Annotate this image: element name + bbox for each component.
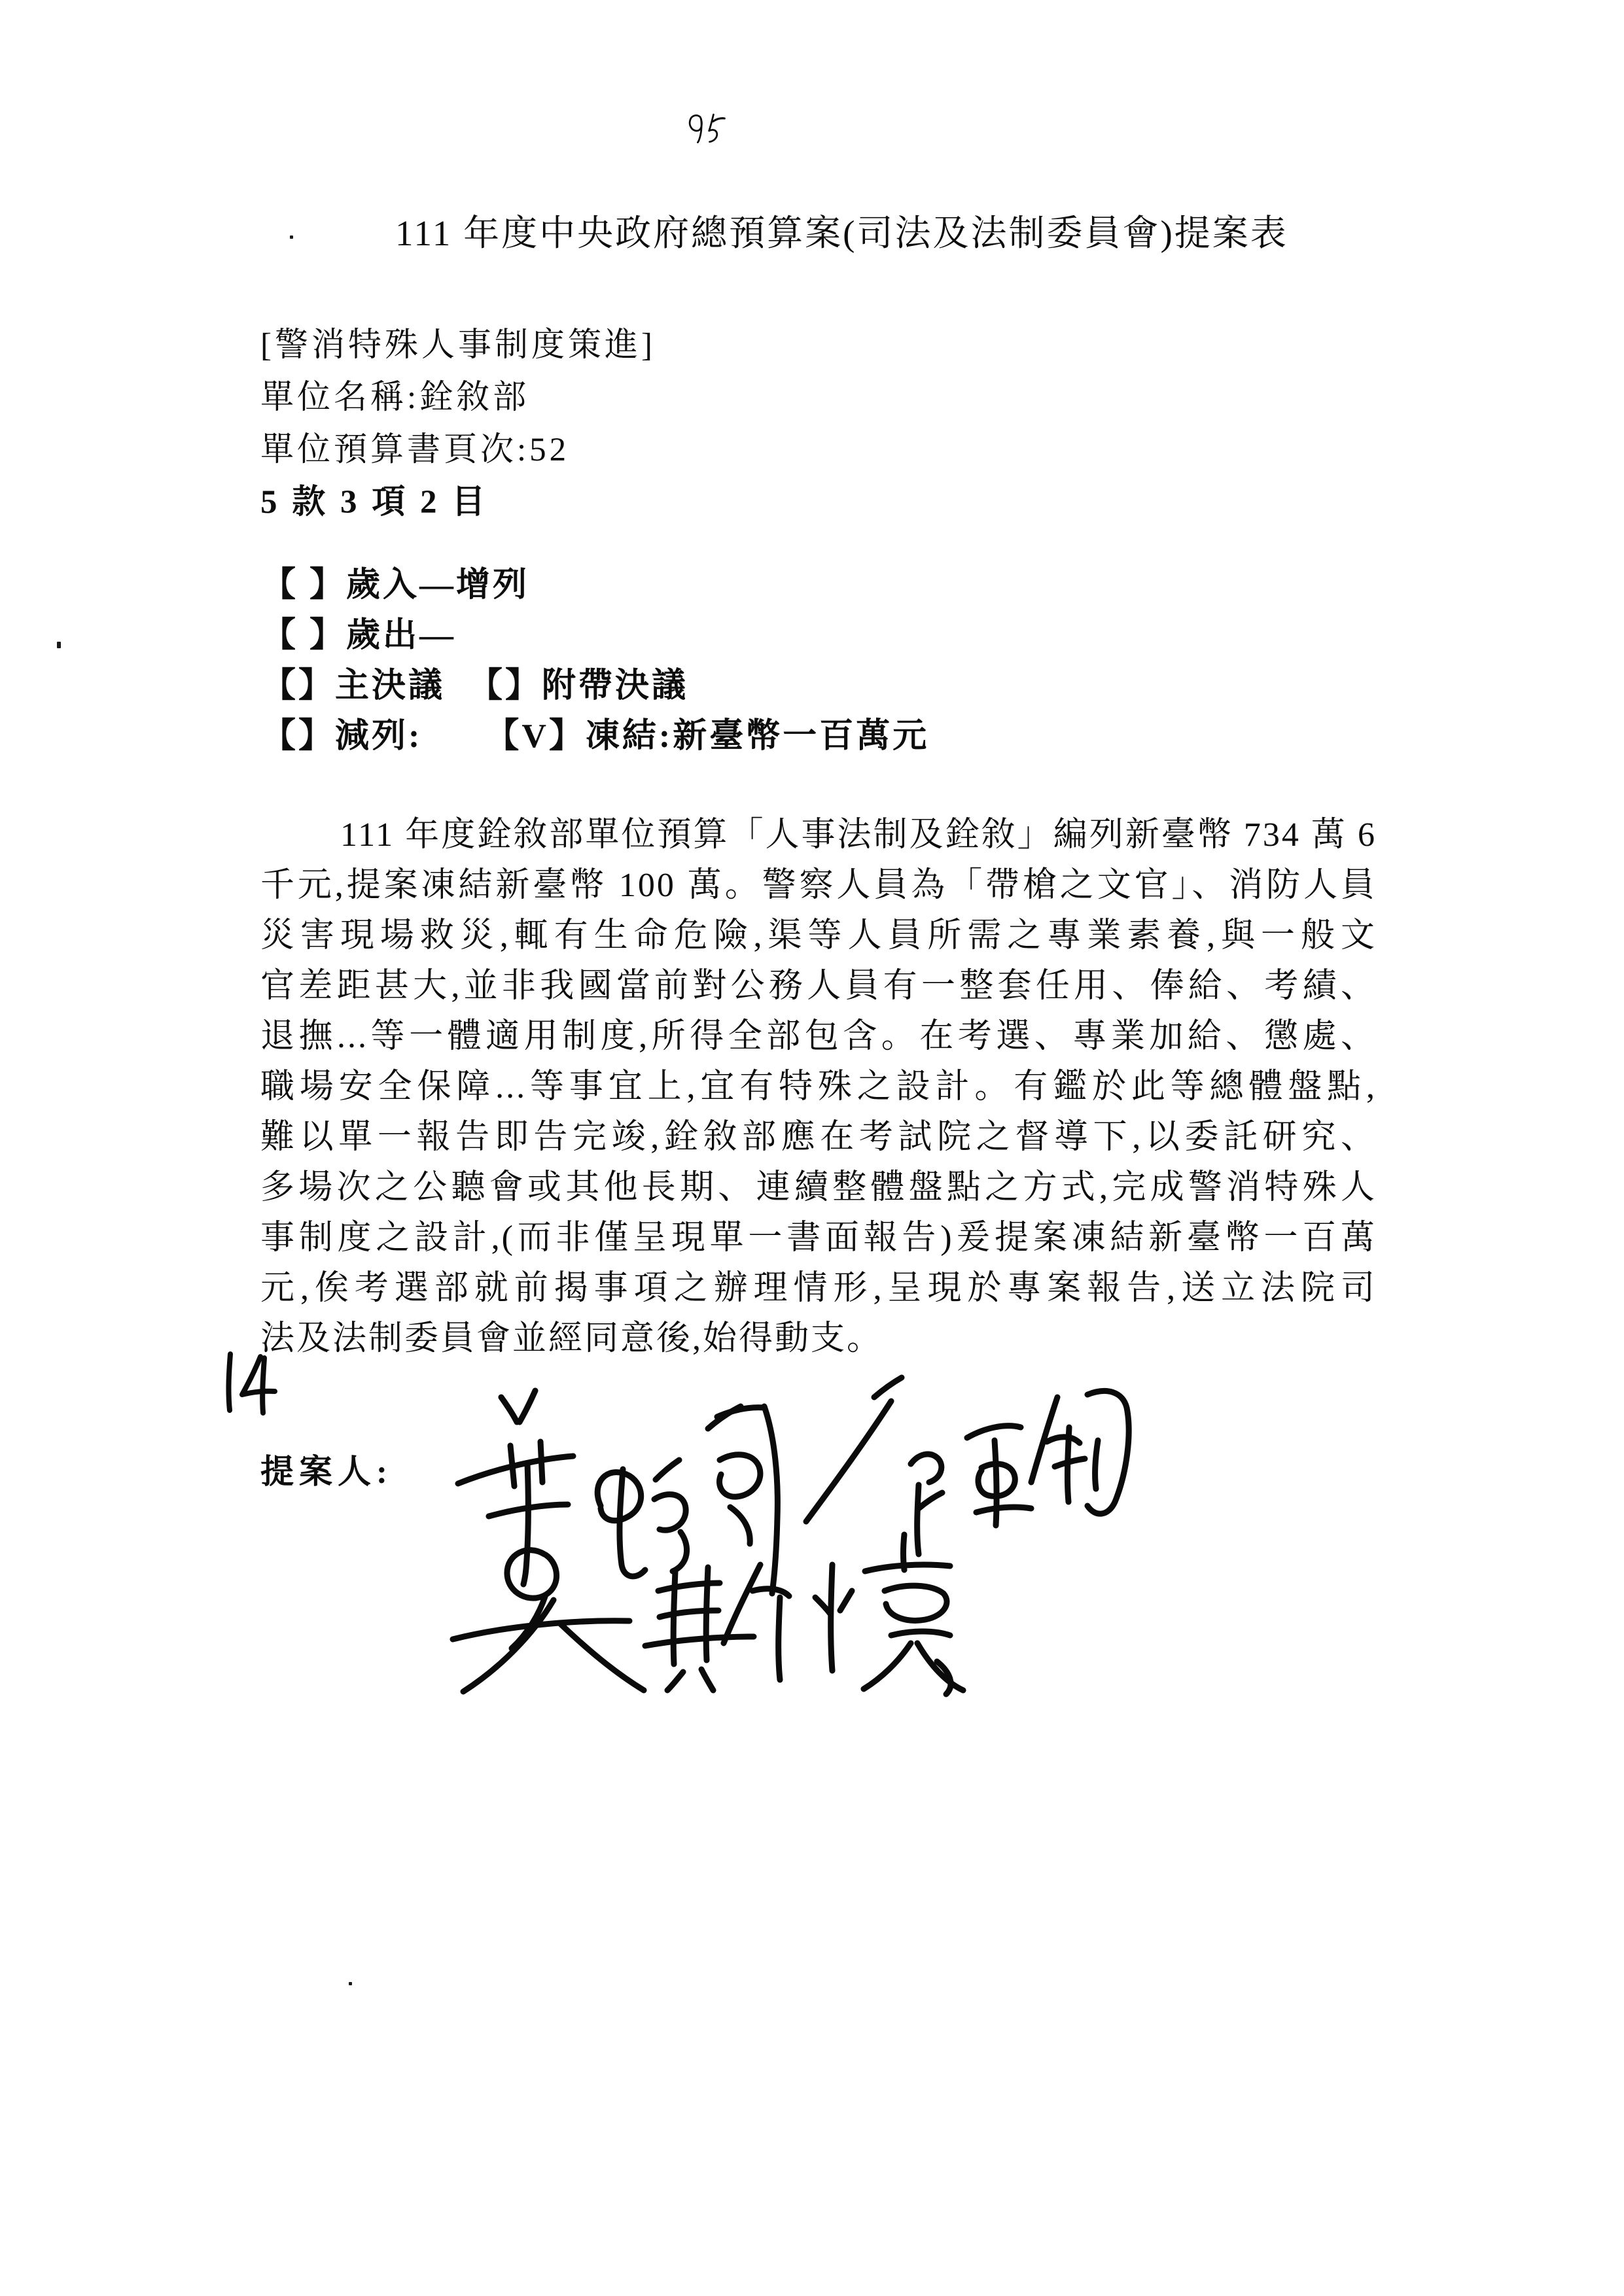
body-line: 元,俟考選部就前揭事項之辦理情形,呈現於專案報告,送立法院司 [260, 1270, 1377, 1307]
body-line: 111 年度銓敘部單位預算「人事法制及銓敘」編列新臺幣 734 萬 6 [340, 816, 1377, 854]
body-line: 多場次之公聽會或其他長期、連續整體盤點之方式,完成警消特殊人 [260, 1169, 1377, 1206]
body-line: 事制度之設計,(而非僅呈現單一書面報告)爰提案凍結新臺幣一百萬 [260, 1219, 1377, 1257]
option-label-revenue: 歲入—增列 [346, 566, 530, 604]
option-label-expenditure: 歲出— [346, 617, 457, 654]
scan-artifact-dot [290, 235, 293, 239]
handwritten-page-number-95 [687, 59, 870, 209]
checkbox-revenue: 【 】 [262, 566, 347, 604]
option-revenue-increase [262, 560, 929, 610]
body-line: 法及法制委員會並經同意後,始得動支。 [260, 1320, 883, 1357]
proposal-body [260, 810, 1377, 1364]
subject-bracket: [警消特殊人事制度策進] [260, 327, 656, 364]
body-line: 官差距甚大,並非我國當前對公務人員有一整套任用、俸給、考績、 [260, 967, 1377, 1005]
option-label-attached-resolution: 附帶決議 [542, 667, 689, 704]
body-line: 難以單一報告即告完竣,銓敘部應在考試院之督導下,以委託研究、 [260, 1119, 1377, 1156]
body-line: 千元,提案凍結新臺幣 100 萬。警察人員為「帶槍之文官」、消防人員 [260, 867, 1377, 904]
scan-artifact-dot [57, 642, 61, 648]
page-title: 111 年度中央政府總預算案(司法及法制委員會)提案表 [395, 213, 1288, 253]
option-resolutions [262, 661, 929, 711]
option-label-cut: 減列: [335, 718, 423, 755]
signature-yeh-yu-lan [458, 1391, 777, 1593]
budget-item-line: 5 款 3 項 2 目 [260, 484, 489, 521]
signature-weng-chung-chun [806, 1378, 1129, 1554]
checkbox-main-resolution: 【】 [262, 667, 336, 704]
checkbox-freeze-checked: 【V】 [485, 718, 586, 755]
body-line: 退撫...等一體適用制度,所得全部包含。在考選、專業加給、懲處、 [260, 1018, 1377, 1055]
option-cut-freeze [262, 711, 929, 761]
header-block [260, 319, 656, 529]
option-label-main-resolution: 主決議 [335, 667, 446, 704]
proposer-signatures [406, 1361, 1165, 1707]
decision-options [262, 560, 929, 761]
unit-budget-page-line: 單位預算書頁次:52 [260, 432, 570, 468]
checkbox-cut: 【】 [262, 718, 336, 755]
option-expenditure [262, 610, 929, 661]
body-line: 災害現場救災,輒有生命危險,渠等人員所需之專業素養,與一般文 [260, 917, 1377, 954]
option-label-freeze: 凍結:新臺幣一百萬元 [585, 718, 930, 755]
checkbox-expenditure: 【 】 [262, 617, 347, 654]
unit-name-line: 單位名稱:銓敘部 [260, 379, 530, 416]
proposer-label: 提案人: [260, 1454, 393, 1491]
body-line: 職場安全保障...等事宜上,宜有特殊之設計。有鑑於此等總體盤點, [260, 1068, 1377, 1105]
checkbox-attached-resolution: 【】 [468, 667, 542, 704]
scan-artifact-dot [349, 1982, 352, 1985]
handwritten-note-number-14 [213, 1348, 285, 1419]
